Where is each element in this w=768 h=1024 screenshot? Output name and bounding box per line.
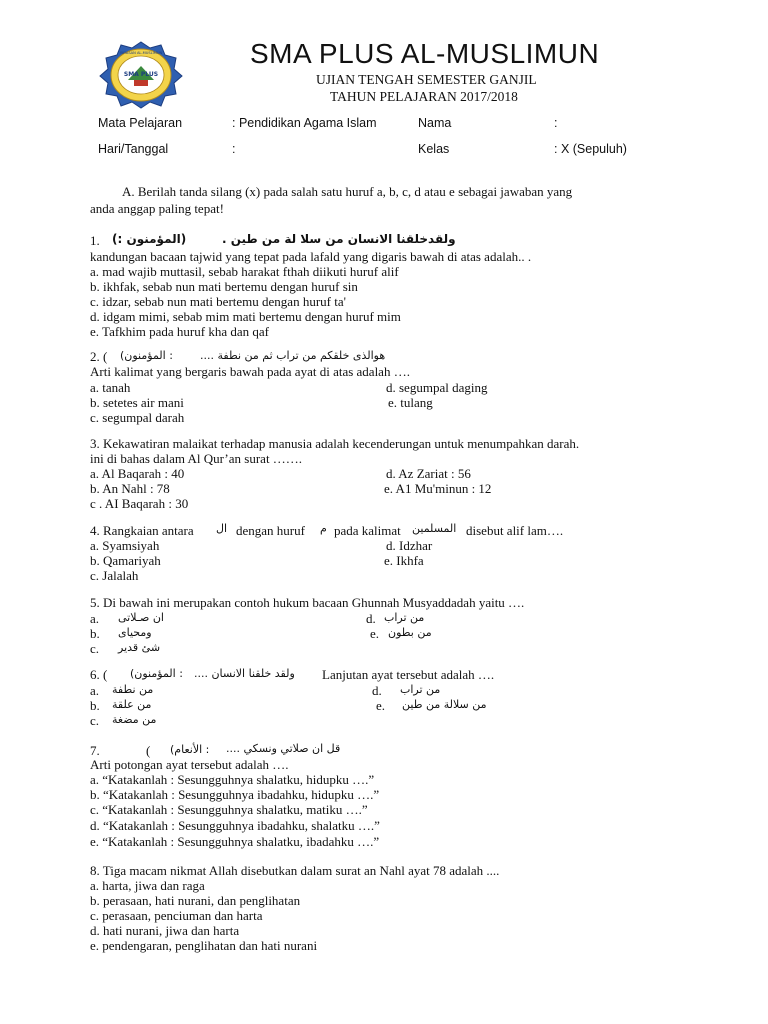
q6-option-c-label: c. — [90, 713, 100, 728]
q6-number: 6. ( — [90, 667, 108, 682]
q8-option-e: e. pendengaran, penglihatan dan hati nurani — [90, 938, 318, 953]
school-logo — [98, 40, 184, 110]
q2-option-e: e. tulang — [388, 395, 433, 410]
name-value: : — [554, 116, 558, 130]
q6-option-b: من علقة — [112, 698, 152, 711]
exam-title: UJIAN TENGAH SEMESTER GANJIL — [316, 72, 537, 87]
q8-option-c: c. perasaan, penciuman dan harta — [90, 908, 263, 923]
q1-surah: (المؤمنون :) — [112, 232, 187, 246]
q4-text-d: disebut alif lam…. — [466, 523, 564, 538]
q5-option-c-label: c. — [90, 641, 100, 656]
q3-text-1: 3. Kekawatiran malaikat terhadap manusia adalah kecenderungan untuk menumpahkan darah. — [90, 436, 580, 451]
q4-text-c: pada kalimat — [334, 523, 401, 538]
q7-number: 7. — [90, 743, 100, 758]
q4-option-e: e. Ikhfa — [384, 553, 424, 568]
q6-text: Lanjutan ayat tersebut adalah …. — [322, 667, 495, 682]
q8-text: 8. Tiga macam nikmat Allah disebutkan dalam surat an Nahl ayat 78 adalah .... — [90, 863, 500, 878]
q5-option-e: من بطون — [388, 626, 432, 639]
q7-option-e: e. “Katakanlah : Sesungguhnya shalatku, ibadahku ….” — [90, 834, 380, 849]
q2-option-b: b. setetes air mani — [90, 395, 184, 410]
q5-option-e-label: e. — [370, 626, 380, 641]
q3-text-2: ini di bahas dalam Al Qur’an surat ……. — [90, 451, 303, 466]
date-label: Hari/Tanggal — [98, 142, 169, 156]
q6-option-a-label: a. — [90, 683, 100, 698]
academic-year: TAHUN PELAJARAN 2017/2018 — [330, 89, 518, 104]
q2-option-a: a. tanah — [90, 380, 131, 395]
q7-arabic: قل ان صلاتي ونسكي .... — [226, 742, 341, 755]
q8-option-a: a. harta, jiwa dan raga — [90, 878, 205, 893]
q5-text: 5. Di bawah ini merupakan contoh hukum bacaan Ghunnah Musyaddadah yaitu …. — [90, 595, 525, 610]
q3-option-b: b. An Nahl : 78 — [90, 481, 170, 496]
q1-option-b: b. ikhfak, sebab nun mati bertemu dengan huruf sin — [90, 279, 358, 294]
q2-surah: : المؤمنون) — [120, 349, 173, 362]
q5-option-c: شئ قدير — [118, 641, 161, 654]
q2-number: 2. ( — [90, 349, 108, 364]
q3-option-a: a. Al Baqarah : 40 — [90, 466, 185, 481]
q1-number: 1. — [90, 233, 100, 248]
q4-text-b: dengan huruf — [236, 523, 305, 538]
logo-ring-text: YAYASAN AL-MUSLIMUN — [119, 51, 163, 55]
subject-value: : Pendidikan Agama Islam — [232, 116, 377, 130]
q5-option-b-label: b. — [90, 626, 100, 641]
q5-option-d-label: d. — [366, 611, 376, 626]
q4-option-b: b. Qamariyah — [90, 553, 161, 568]
q1-arabic: ولقدخلقنا الانسان من سلا لة من طين . — [222, 232, 456, 246]
q4-arabic-1: ال — [216, 522, 228, 535]
q6-surah: : المؤمنون) — [130, 667, 183, 680]
q6-option-d-label: d. — [372, 683, 382, 698]
q1-option-d: d. idgam mimi, sebab mim mati bertemu dengan huruf mim — [90, 309, 401, 324]
q6-option-a: من نطفة — [112, 683, 154, 696]
q2-option-d: d. segumpal daging — [386, 380, 488, 395]
q1-option-c: c. idzar, sebab nun mati bertemu dengan huruf ta' — [90, 294, 346, 309]
q8-option-b: b. perasaan, hati nurani, dan penglihatan — [90, 893, 301, 908]
q8-option-d: d. hati nurani, jiwa dan harta — [90, 923, 240, 938]
q4-option-c: c. Jalalah — [90, 568, 139, 583]
q7-option-a: a. “Katakanlah : Sesungguhnya shalatku, hidupku ….” — [90, 772, 375, 787]
q4-text-a: 4. Rangkaian antara — [90, 523, 194, 538]
q2-arabic: هوالذى خلقكم من تراب ثم من نطفة .... — [200, 349, 386, 362]
class-label: Kelas — [418, 142, 450, 156]
q1-text: kandungan bacaan tajwid yang tepat pada lafald yang digaris bawah di atas adalah.. . — [90, 249, 532, 264]
instruction-line-1: A. Berilah tanda silang (x) pada salah satu huruf a, b, c, d atau e sebagai jawaban yang — [122, 184, 573, 199]
q6-option-b-label: b. — [90, 698, 100, 713]
name-label: Nama — [418, 116, 452, 130]
q6-option-c: من مضغة — [112, 713, 157, 726]
q6-option-e: من سلالة من طين — [402, 698, 487, 711]
q5-option-b: ومحياى — [118, 626, 152, 639]
q5-option-a: ان صـلاتى — [118, 611, 164, 624]
q7-surah: : الأنعام) — [170, 743, 210, 756]
subject-label: Mata Pelajaran — [98, 116, 183, 130]
q2-option-c: c. segumpal darah — [90, 410, 185, 425]
q6-arabic: ولقد خلقنا الانسان .... — [194, 667, 295, 680]
q7-option-b: b. “Katakanlah : Sesungguhnya ibadahku, hidupku ….” — [90, 787, 380, 802]
date-value: : — [232, 142, 236, 156]
q4-arabic-2: م — [320, 522, 327, 535]
q2-text: Arti kalimat yang bergaris bawah pada ayat di atas adalah …. — [90, 364, 410, 379]
q3-option-e: e. A1 Mu'minun : 12 — [384, 481, 492, 496]
q5-option-a-label: a. — [90, 611, 100, 626]
q4-option-a: a. Syamsiyah — [90, 538, 160, 553]
q1-option-a: a. mad wajib muttasil, sebab harakat fthah diikuti huruf alif — [90, 264, 399, 279]
q4-option-d: d. Idzhar — [386, 538, 433, 553]
q6-option-d: من تراب — [400, 683, 441, 696]
q7-paren: ( — [146, 743, 151, 758]
q6-option-e-label: e. — [376, 698, 386, 713]
q3-option-c: c . AI Baqarah : 30 — [90, 496, 189, 511]
class-value: : X (Sepuluh) — [554, 142, 627, 156]
q7-text: Arti potongan ayat tersebut adalah …. — [90, 757, 289, 772]
instruction-line-2: anda anggap paling tepat! — [90, 201, 224, 216]
q7-option-d: d. “Katakanlah : Sesungguhnya ibadahku, shalatku ….” — [90, 818, 380, 833]
q3-option-d: d. Az Zariat : 56 — [386, 466, 471, 481]
school-name: SMA PLUS AL-MUSLIMUN — [250, 38, 600, 69]
q7-option-c: c. “Katakanlah : Sesungguhnya shalatku, matiku ….” — [90, 802, 368, 817]
q1-option-e: e. Tafkhim pada huruf kha dan qaf — [90, 324, 269, 339]
logo-text: SMA PLUS — [123, 71, 159, 78]
q4-arabic-3: المسلمين — [412, 522, 457, 535]
q5-option-d: من تراب — [384, 611, 425, 624]
